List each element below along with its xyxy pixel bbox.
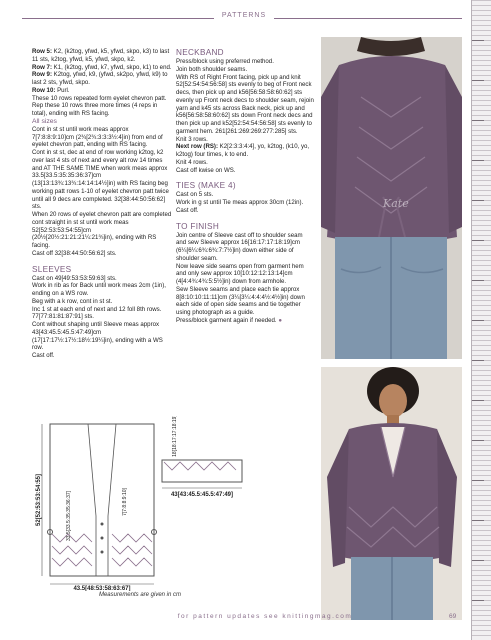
ruler-tick [472,320,484,321]
row-text: Purl. [55,86,70,94]
row-label: Row 10: [32,86,56,94]
eyelet-icon [101,551,104,554]
page-number: 69 [449,613,457,620]
row-label: Row 5: [32,48,52,55]
paragraph: These 10 rows repeated form eyelet chevron patt. [32,94,167,102]
schematic-svg [30,416,250,591]
paragraph: Cast on 5 sts. [176,191,214,199]
header-rule-right [274,18,462,19]
paragraph: Cast off 32[38:44:50:56:62] sts. [32,249,117,257]
ruler-tick [472,440,484,441]
ruler-tick [472,360,484,361]
ties-heading: TIES (MAKE 4) [176,181,236,191]
paragraph: When 20 rows of eyelet chevron patt are completed cont straight in st st until work meas 52[52:53:53:54:55]cm (20½[20½:21:21:21¼:21¾]in), ending with RS facing. [32,211,172,249]
header-rule-left [22,18,214,19]
schematic-diagram [30,416,250,591]
paragraph: Press/block using preferred method. [176,58,274,65]
row-9-instruction [32,71,172,87]
next-row-instruction [176,143,314,159]
pattern-column-left [32,48,172,360]
eyelet-icon [101,537,104,540]
spacer [176,215,314,219]
page-header [22,12,462,24]
paragraph: Sew Sleeve seams and place each tie approx 8[8:10:10:11:11]cm (3¼[3¼:4:4:4½:4½]in) down each side of open side seams and tie together using photograph as a guide. [176,285,305,316]
paragraph: Cast off. [32,352,55,359]
row-text: K2, (k2tog, yfwd, k5, yfwd, skpo, k3) to last 11 sts, k2tog, yfwd, k5, yfwd, skpo, k2. [32,48,170,63]
finish-heading: TO FINISH [176,221,220,231]
row-7-instruction [32,64,172,72]
paragraph: Inc 1 st at each end of next and 12 foll 8th rows. 77[77:81:81:87:91] sts. [32,305,162,321]
spacer [176,174,314,178]
ruler-tick [472,560,484,561]
ruler-tick [472,480,484,481]
photo-back-illustration [321,37,462,359]
row-5-instruction [32,48,172,64]
photo-front-illustration [321,367,462,620]
side-ruler [471,0,491,640]
row-label: Row 9: [32,71,52,79]
paragraph: Join centre of Sleeve cast off to shoulder seam and sew Sleeve approx 16[16:17:17:18:19]cm (6¼[6¼:6¾:6¾:7:7½]in) down either side of shoulder seam. [176,231,303,262]
photo-front-view [321,367,462,620]
paragraph: Cast off. [176,206,199,214]
pattern-column-right [176,48,314,325]
all-sizes-subheading: All sizes [32,117,57,125]
label-left-height: 52[52:53:53:54:55] [36,473,42,527]
paragraph: Knit 4 rows. [176,158,208,166]
paragraph: Cont without shaping until Sleeve meas approx 43[43:45.5:45.5:47:49]cm (17[17:17½:17½:18½:19¼]in), ending with a WS row. [32,321,163,352]
footer-text: for pattern updates see knittingmag.com [177,613,353,620]
section-title: PATTERNS [221,12,267,19]
label-mid-height: 33.5[33.5:35:35:36:37] [66,490,72,542]
ruler-tick [472,160,484,161]
ruler-tick [472,600,484,601]
label-small-height: 7[7:8:8:9:10] [122,488,128,516]
end-mark-icon: ● [278,316,282,324]
paragraph: Work in g st until Tie meas approx 30cm (12in). [176,199,304,206]
paragraph: Cast off kwise on WS. [176,166,236,174]
photo-watermark: Kate [383,197,409,210]
paragraph-text: Press/block garment again if needed. [176,316,277,324]
paragraph: Cast on 49[49:53:53:59:63] sts. [32,274,117,282]
row-text: K1, (k2tog, yfwd, k7, yfwd, skpo, k1) to end. [51,63,172,71]
row-label: Next row (RS): [176,143,218,151]
sleeve-lace [164,462,236,470]
ruler-tick [472,400,484,401]
ruler-tick [472,40,484,41]
label-bottom-width: 43.5[48:53:58:63:67] [73,586,131,591]
eyelet-icon [101,523,104,526]
paragraph: Knit 3 rows. [176,135,208,143]
sleeve-outline [162,460,242,482]
photo-back-view [321,37,462,359]
paragraph: Beg with a k row, cont in st st. [32,297,113,305]
ruler-tick [472,280,484,281]
paragraph [176,317,314,325]
spacer [32,258,172,262]
paragraph: Work in rib as for Back until work meas 2cm (1in), ending on a WS row. [32,282,166,297]
label-right-width: 43[43:45.5:45.5:47:49] [170,492,234,498]
ruler-tick [472,520,484,521]
diagram-caption: Measurements are given in cm [98,592,182,598]
paragraph: Cont in st st until work meas approx 7[7:8:8:9:10]cm (2¾[2¾:3:3:3½:4]in) from end of eyelet chevron patt, ending with RS facing. [32,125,163,149]
paragraph: Rep these 10 rows three more times (4 reps in total), ending with RS facing. [32,102,158,117]
lace-band [52,558,152,566]
ruler-tick [472,80,484,81]
ruler-tick [472,240,484,241]
row-text: K2[2:3:3:4:4], yo, k2tog, (k10, yo, k2tog) four times, k to end. [176,143,310,158]
row-text: K2tog, yfwd, k9, (yfwd, sk2po, yfwd, k9) to last 2 sts, yfwd, skpo. [32,71,168,86]
ruler-tick [472,200,484,201]
paragraph: Now leave side seams open from garment hem and only sew approx 10[10:12:12:13:14]cm (4[4:4¾:4¾:5:5½]in) down from armhole. [176,262,304,285]
paragraph: Join both shoulder seams. [176,65,248,73]
row-10-instruction [32,87,172,95]
label-top-vertical: 18[18:17:17:18:19] [172,416,178,457]
neckband-heading: NECKBAND [176,48,224,57]
row-label: Row 7: [32,63,52,71]
sleeves-heading: SLEEVES [32,264,72,274]
ruler-tick [472,120,484,121]
paragraph: Cont in st st, dec at end of row working k2tog, k2 over last 4 sts of next and every alt row 14 times and AT THE SAME TIME when work meas approx 33.5[33.5:35:35:36:37]cm (13[13:13¾:13¾:14:14:14½]in) with RS facing beg working patt rows 1-10 of eyelet chevron patt twice until all 9 decs are completed. 32[38:44:50:56:62] sts. [32,149,169,211]
paragraph: With RS of Right Front facing, pick up and knit 52[52:54:54:56:58] sts evenly to beg of Front neck decs, then pick up and k56[56:58:58:60:62] sts evenly up Front neck decs to shoulder seam, rejoin yarn and k45 sts across Back neck, pick up and k56[56:58:58:60:62] sts down Front neck decs and then pick up and k52[52:54:54:56:58] sts evenly to garment hem. 261[261:269:269:277:285] sts. [176,73,314,135]
